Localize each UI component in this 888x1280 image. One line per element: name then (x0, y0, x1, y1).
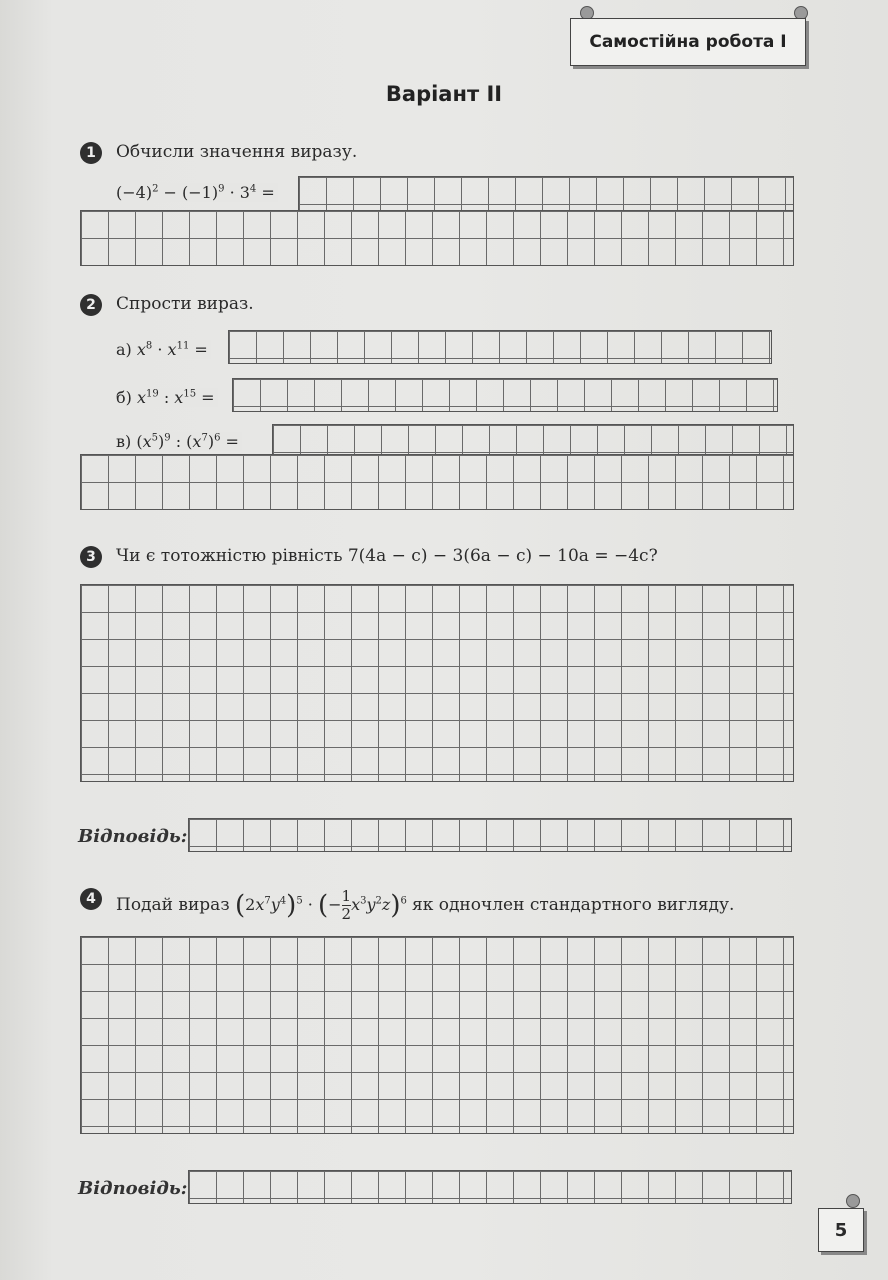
item-label: а) (116, 340, 132, 359)
page-number: 5 (818, 1208, 864, 1252)
task-1-text: Обчисли значення виразу. (116, 142, 358, 162)
expression: б) $x^{19}$ : $x^{15}$ = (116, 388, 218, 407)
answer-grid[interactable] (272, 424, 794, 454)
expression: а) $x^8 \cdot x^{11}$ = (116, 340, 211, 359)
task-number-badge: 1 (80, 142, 102, 164)
answer-label: Відповідь: (78, 1178, 188, 1199)
task-4-text-before: Подай вираз (116, 895, 230, 915)
task-number-badge: 2 (80, 294, 102, 316)
answer-grid[interactable] (80, 210, 794, 266)
item-label: б) (116, 388, 132, 407)
pin-icon (846, 1194, 860, 1208)
task-2-text: Спрости вираз. (116, 294, 254, 314)
worksheet-tag: Самостійна робота I (570, 18, 806, 66)
expression: в) $(x^5)^9$ : $(x^7)^6$ = (116, 432, 242, 451)
task-4-text (116, 888, 734, 923)
answer-label: Відповідь: (78, 826, 188, 847)
task-3-text: Чи є тотожністю рівність 7(4a − c) − 3(6a − c) − 10a = −4c? (116, 546, 658, 566)
answer-grid[interactable] (80, 454, 794, 510)
expression: $(-4)^2 - (-1)^9 \cdot 3^4$ = (116, 183, 278, 202)
answer-field[interactable] (188, 818, 792, 852)
answer-grid[interactable] (80, 936, 794, 1134)
item-label: в) (116, 432, 132, 451)
answer-field[interactable] (188, 1170, 792, 1204)
expression: $(2x^7y^4)^5$ · (− $\frac{1}{2}$ $x^3y^2z)^6$ (235, 887, 407, 923)
page-title: Варіант II (385, 82, 503, 106)
task-number-badge: 3 (80, 546, 102, 568)
answer-grid[interactable] (228, 330, 772, 364)
task-4-text-after: як одночлен стандартного вигляду. (411, 895, 735, 915)
answer-grid[interactable] (298, 176, 794, 212)
answer-grid[interactable] (232, 378, 778, 412)
task-number-badge: 4 (80, 888, 102, 910)
answer-grid[interactable] (80, 584, 794, 782)
